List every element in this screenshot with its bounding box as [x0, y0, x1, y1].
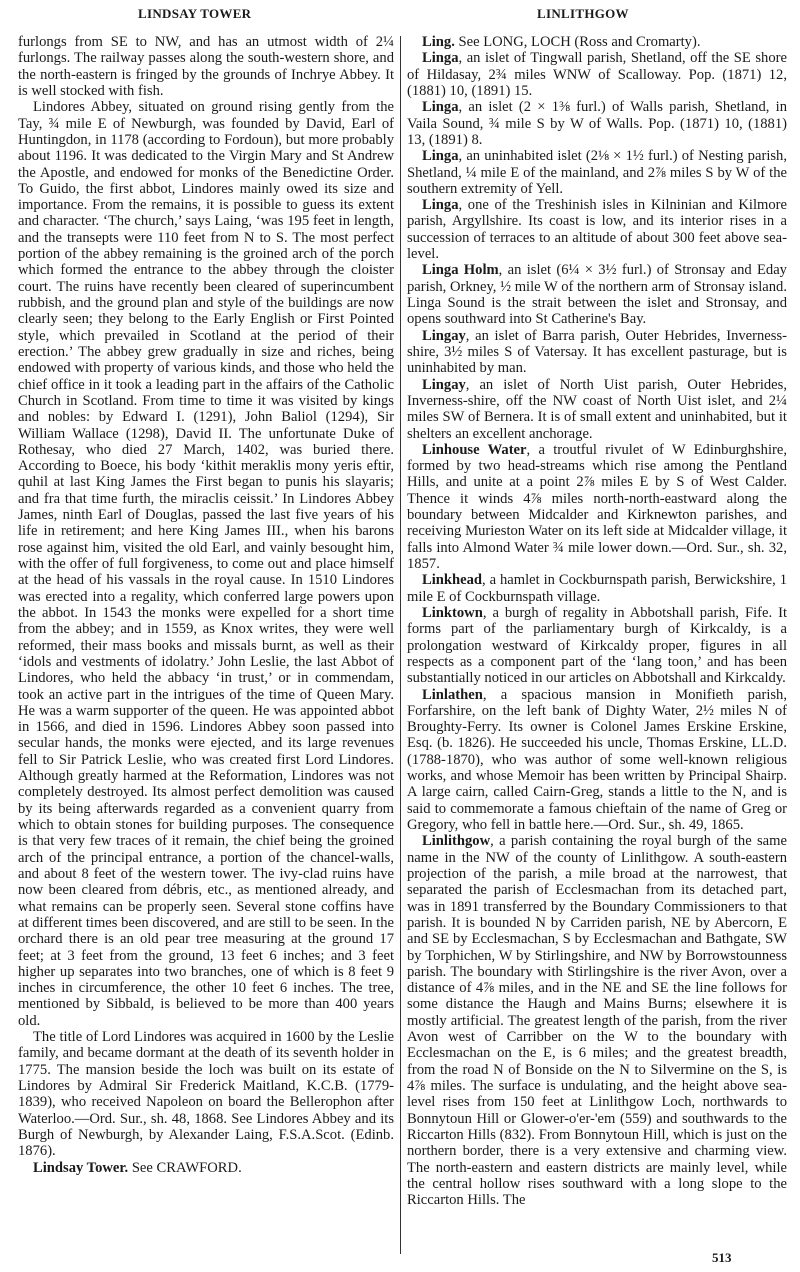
gazetteer-entry — [18, 1160, 394, 1176]
running-header-right: LINLITHGOW — [537, 6, 629, 21]
entry-headword: Linga — [422, 148, 459, 165]
entry-text: , a spacious mansion in Monifieth parish, Forfarshire, on the left bank of Dighty Water, 2½ miles N of Broughty-Ferry. Its owner is Colonel James Erskine Erskine, Esq. (b. 1826). He succeeded his uncle, Thomas Erskine, LL.D. (1788-1870), who was author of some well-known religious works, and whose Memoir has been written by Principal Shairp. A large cairn, called Cairn-Greg, stands a little to the N, and is said to commemorate a famous chieftain of the name of Greg or Gregory, who fell in battle here.—Ord. Sur., sh. 49, 1865. — [407, 686, 787, 833]
entry-text: , an islet (6¼ × 3½ furl.) of Stronsay and Eday parish, Orkney, ½ mile W of the northern arm of Stronsay island. Linga Sound is the strait between the islet and Stronsay, and opens southward into St Catherine's Bay. — [407, 262, 787, 328]
entry-headword: Lingay — [422, 376, 466, 393]
gazetteer-entry — [407, 442, 787, 573]
entry-text: , an islet of Barra parish, Outer Hebrides, Inverness-shire, 3½ miles S of Vatersay. It has excellent pasturage, but is uninhabited by man. — [407, 327, 787, 377]
entry-text: Lindores Abbey, situated on ground rising gently from the Tay, ¾ mile E of Newburgh, was founded by David, Earl of Huntingdon, in 1178 (according to Fordoun), but more probably about 1196. It was dedicated to the Virgin Mary and St Andrew the Apostle, and endowed for monks of the Benedictine Order. To Guido, the first abbot, Lindores mainly owed its size and importance. From the remains, it is possible to guess its extent and character. ‘The church,’ says Laing, ‘was 195 feet in length, and the transepts were 110 feet from N to S. The most perfect portion of the abbey remaining is the groined arch of the porch which formed the entrance to the abbey through the cloister court. The ruins have recently been cleared of superincumbent rubbish, and the ground plan and style of the buildings are now clearly seen; they belong to the Early English or First Pointed style, which prevailed in Scotland at the period of their erection.’ The abbey grew gradually in size and riches, being endowed with property of various kinds, and those who held the chief office in it took a leading part in the affairs of the Catholic Church in Scotland. From time to time it was visited by kings and nobles: by Edward I. (1291), John Baliol (1294), Sir William Wallace (1298), David II. The unfortunate Duke of Rothesay, who died 27 March, 1402, was buried there. According to Boece, his body ‘kithit meraklis mony yeris eftir, quhil at last King James the First began to punis his slayaris; and fra that time furth, the miraclis ceissit.’ In Lindores Abbey James, ninth Earl of Douglas, passed the last five years of his life in retirement; and here King James III., when his barons rose against him, visited the old Earl, and vainly besought him, with the offer of full forgiveness, to come out and place himself at the head of his vassals in the royal cause. In 1510 Lindores was erected into a regality, which conferred large powers upon the abbot. In 1543 the monks were expelled for a short time from the abbey; and in 1559, as Knox writes, they were well reformed, their mass books and missals burnt, as well as their ‘idols and vestments of idolatry.’ John Leslie, the last Abbot of Lindores, who held the abbacy ‘in trust,’ or in commendam, took an active part in the intrigues of the time of Queen Mary. He was a warm supporter of the queen. He was appointed abbot in 1566, and died in 1596. Lindores Abbey soon passed into secular hands, the monks were ejected, and its large revenues fell to Sir Patrick Leslie, who was created first Lord Lindores. Although greatly harmed at the Reformation, Lindores was not completely destroyed. Its almost perfect demolition was caused by its being afterwards regarded as a convenient quarry from which to obtain stones for building purposes. The consequence is that very few traces of it remain, the chief being the groined arch of the principal entrance, a portion of the chancel-walls, and about 8 feet of the western tower. The ivy-clad ruins have now been cleared from débris, etc., as mentioned already, and what remains can be properly seen. Several stone coffins have at different times been discovered, and are still to be seen. In the orchard there is an old pear tree measuring at the ground 17 feet; at 3 feet from the ground, 13 feet 6 inches; and 3 feet higher up separates into two branches, one of which is 8 feet 9 inches in circumference, the other 10 feet 6 inches. The tree, mentioned by Sibbald, is believed to be more than 400 years old. — [18, 99, 394, 1029]
left-column — [18, 34, 394, 1176]
gazetteer-entry — [407, 34, 787, 50]
entry-text: , an islet (2 × 1⅜ furl.) of Walls parish, Shetland, in Vaila Sound, ¾ mile S by W of Walls. Pop. (1871) 10, (1881) 13, (1891) 8. — [407, 99, 787, 148]
entry-text: See CRAWFORD. — [128, 1159, 242, 1176]
entry-headword: Linlathen — [422, 686, 483, 703]
entry-headword: Linlithgow — [422, 833, 491, 850]
column-divider — [400, 36, 401, 1254]
gazetteer-entry — [407, 50, 787, 99]
entry-headword: Linga — [422, 197, 459, 214]
gazetteer-entry — [407, 833, 787, 1208]
gazetteer-entry — [407, 605, 787, 687]
entry-headword: Lindsay Tower. — [33, 1159, 129, 1176]
entry-headword: Linkhead — [422, 572, 483, 589]
page-number: 513 — [712, 1250, 732, 1265]
gazetteer-entry — [407, 99, 787, 148]
gazetteer-entry — [407, 262, 787, 327]
entry-text: , a troutful rivulet of W Edinburghshire, formed by two head-streams which rise among the Pentland Hills, and unite at a point 2⅞ miles E by S of West Calder. Thence it winds 4⅞ miles north-north-eastward along the boundary between Midcalder and Kirknewton parishes, and receiving Murieston Water on its left side at Midcalder village, it falls into Almond Water ¾ mile lower down.—Ord. Sur., sh. 32, 1857. — [407, 441, 787, 572]
entry-text: , a burgh of regality in Abbotshall parish, Fife. It forms part of the parliamentary burgh of Kirkcaldy, is a prolongation westward of Kirkcaldy proper, figures in all respects as a component part of the ‘lang toon,’ and has been substantially noticed in our articles on Abbotshall and Kirkcaldy. — [407, 604, 787, 687]
entry-text: , an uninhabited islet (2⅛ × 1½ furl.) of Nesting parish, Shetland, ¼ mile E of the mainland, and 2⅞ miles S by W of the southern extremity of Yell. — [407, 148, 787, 197]
entry-text: , a hamlet in Cockburnspath parish, Berwickshire, 1 mile E of Cockburnspath village. — [407, 572, 787, 605]
gazetteer-entry — [407, 148, 787, 197]
gazetteer-entry — [18, 1029, 394, 1160]
entry-text: See LONG, LOCH (Ross and Cromarty). — [454, 34, 701, 50]
entry-headword: Linktown — [422, 604, 483, 621]
entry-text: , a parish containing the royal burgh of the same name in the NW of the county of Linlithgow. A south-eastern projection of the parish, a mile broad at the narrowest, that separated the parish of Ecclesmachan from its detached part, was in 1891 transferred by the Boundary Commissioners to that parish. It is bounded N by Carriden parish, NE by Abercorn, E and SE by Ecclesmachan, S by Ecclesmachan and Bathgate, SW by Torphichen, W by Stirlingshire, and NW by Borrowstounness parish. The boundary with Stirlingshire is the river Avon, over a distance of 4⅞ miles, and in the NE and SE the line follows for some distance the Haugh and Mains Burns; elsewhere it is mostly artificial. The greatest length of the parish, from the river Avon west of Carribber on the W to the boundary with Ecclesmachan on the E, is 6 miles; and the greatest breadth, from the road N of Bonside on the N to Silvermine on the S, is 4⅞ miles. The surface is undulating, and the height above sea-level rises from 150 feet at Linlithgow Loch, northwards to Bonnytoun Hill or Glower-o'er-'em (559) and southwards to the Riccarton Hills (832). From Bonnytoun Hill, which is just on the northern border, there is a very extensive and charming view. The north-eastern and eastern districts are mainly level, while the central hollow rises southward with a long slope to the Riccarton Hills. The — [407, 833, 787, 1209]
entry-headword: Linga — [422, 50, 459, 67]
gazetteer-entry — [407, 197, 787, 262]
running-header-left: LINDSAY TOWER — [138, 6, 252, 21]
gazetteer-entry — [407, 377, 787, 442]
gazetteer-entry — [407, 328, 787, 377]
gazetteer-entry — [407, 687, 787, 834]
entry-text: , an islet of North Uist parish, Outer Hebrides, Inverness-shire, off the NW coast of North Uist islet, and 2¼ miles SW of Bernera. It is of small extent and uninhabited, but it shelters an excellent anchorage. — [407, 376, 787, 442]
entry-headword: Linga — [422, 99, 459, 116]
entry-headword: Linhouse Water — [422, 441, 527, 458]
entry-text: , an islet of Tingwall parish, Shetland, off the SE shore of Hildasay, 2¾ miles WNW of Scalloway. Pop. (1871) 12, (1881) 10, (1891) 15. — [407, 50, 787, 99]
entry-headword: Ling. — [422, 34, 455, 50]
gazetteer-entry — [18, 99, 394, 1029]
entry-text: The title of Lord Lindores was acquired in 1600 by the Leslie family, and became dormant at the death of its seventh holder in 1775. The mansion beside the loch was built on its estate of Lindores by Admiral Sir Frederick Maitland, K.C.B. (1779-1839), who received Napoleon on board the Bellerophon after Waterloo.—Ord. Sur., sh. 48, 1868. See Lindores Abbey and its Burgh of Newburgh, by Alexander Laing, F.S.A.Scot. (Edinb. 1876). — [18, 1029, 394, 1160]
entry-headword: Lingay — [422, 327, 466, 344]
gazetteer-entry — [407, 572, 787, 605]
entry-headword: Linga Holm — [422, 262, 499, 279]
entry-text: furlongs from SE to NW, and has an utmost width of 2¼ furlongs. The railway passes along the south-western shore, and the north-eastern is fringed by the grounds of Inchrye Abbey. It is well stocked with fish. — [18, 34, 394, 99]
entry-text: , one of the Treshinish isles in Kilninian and Kilmore parish, Argyllshire. Its coast is low, and its interior rises in a succession of terraces to an altitude of about 300 feet above sea-level. — [407, 197, 787, 263]
right-column — [407, 34, 787, 1209]
gazetteer-entry — [18, 34, 394, 99]
